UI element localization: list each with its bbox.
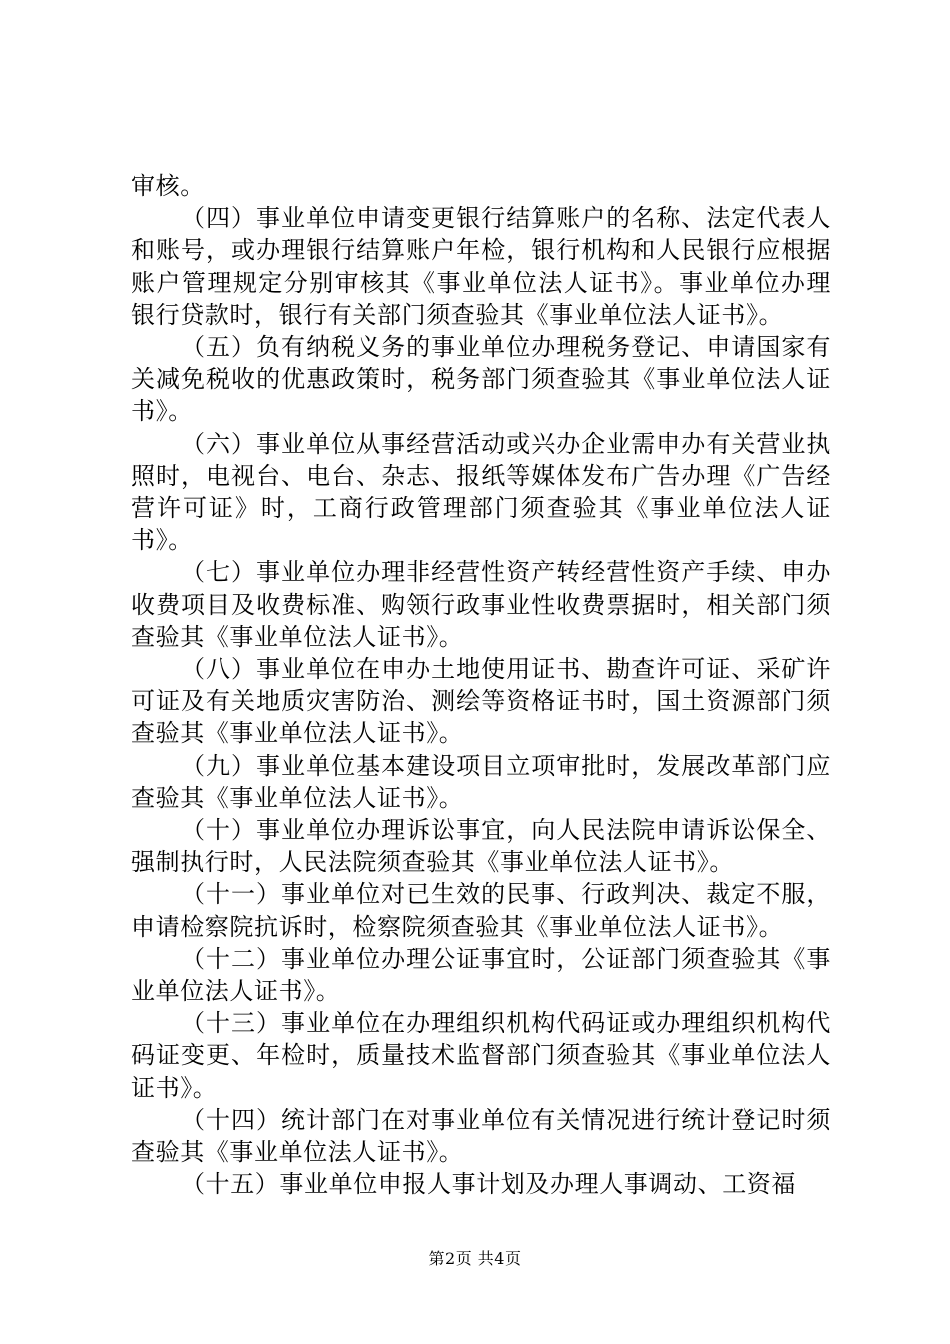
- paragraph: （四）事业单位申请变更银行结算账户的名称、法定代表人和账号，或办理银行结算账户年检，银行机构和人民银行应根据账户管理规定分别审核其《事业单位法人证书》。事业单位办理银行贷款时，银行有关部门须查验其《事业单位法人证书》。: [131, 204, 831, 329]
- paragraph: （十）事业单位办理诉讼事宜，向人民法院申请诉讼保全、强制执行时，人民法院须查验其《事业单位法人证书》。: [131, 816, 831, 877]
- paragraph: （六）事业单位从事经营活动或兴办企业需申办有关营业执照时，电视台、电台、杂志、报纸等媒体发布广告办理《广告经营许可证》时，工商行政管理部门须查验其《事业单位法人证书》。: [131, 429, 831, 555]
- paragraph: （九）事业单位基本建设项目立项审批时，发展改革部门应查验其《事业单位法人证书》。: [131, 751, 831, 812]
- paragraph: （七）事业单位办理非经营性资产转经营性资产手续、申办收费项目及收费标准、购领行政事业性收费票据时，相关部门须查验其《事业单位法人证书》。: [131, 558, 831, 651]
- paragraph: （十一）事业单位对已生效的民事、行政判决、裁定不服，申请检察院抗诉时，检察院须查验其《事业单位法人证书》。: [131, 880, 831, 941]
- paragraph: （十五）事业单位申报人事计划及办理人事调动、工资福: [181, 1170, 796, 1199]
- page-footer: 第2页 共4页: [428, 1249, 522, 1268]
- paragraph: 审核。: [131, 172, 205, 200]
- paragraph: （十四）统计部门在对事业单位有关情况进行统计登记时须查验其《事业单位法人证书》。: [131, 1105, 831, 1167]
- paragraph: （十三）事业单位在办理组织机构代码证或办理组织机构代码证变更、年检时，质量技术监督部门须查验其《事业单位法人证书》。: [131, 1009, 831, 1102]
- paragraph: （十二）事业单位办理公证事宜时，公证部门须查验其《事业单位法人证书》。: [131, 944, 831, 1006]
- paragraph: （五）负有纳税义务的事业单位办理税务登记、申请国家有关减免税收的优惠政策时，税务部门须查验其《事业单位法人证书》。: [131, 333, 831, 426]
- paragraph: （八）事业单位在申办土地使用证书、勘查许可证、采矿许可证及有关地质灾害防治、测绘等资格证书时，国土资源部门须查验其《事业单位法人证书》。: [131, 655, 831, 748]
- document-body: [131, 170, 831, 1201]
